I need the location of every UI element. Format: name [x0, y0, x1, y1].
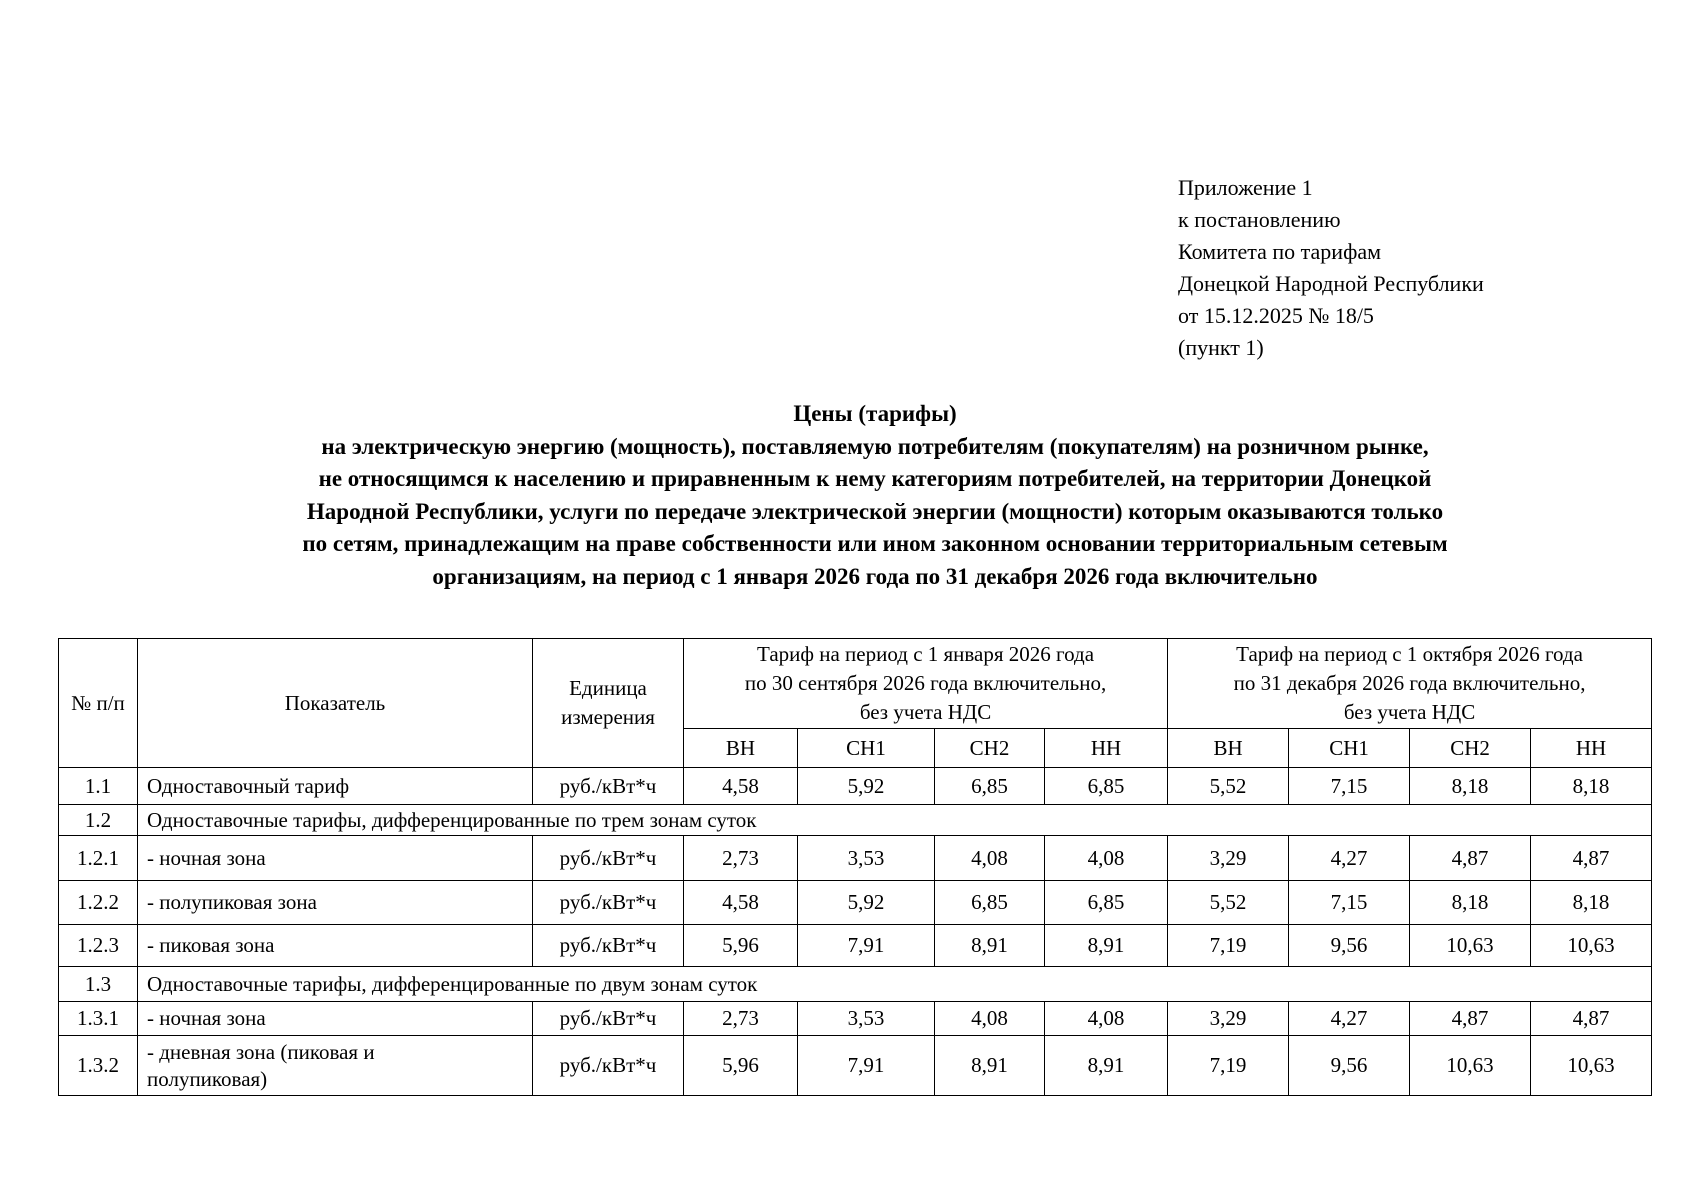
period-line: без учета НДС: [859, 700, 992, 724]
period-line: Тариф на период с 1 октября 2026 года: [1236, 642, 1583, 666]
row-num: 1.2.3: [59, 925, 138, 967]
row-num: 1.2.2: [59, 881, 138, 925]
voltage-header: СН1: [798, 729, 935, 768]
row-value: 4,08: [935, 1002, 1045, 1036]
row-value: 5,52: [1168, 881, 1289, 925]
row-value: 5,92: [798, 881, 935, 925]
row-value: 4,08: [1045, 1002, 1168, 1036]
row-unit: руб./кВт*ч: [533, 1002, 684, 1036]
row-unit: руб./кВт*ч: [533, 881, 684, 925]
row-name-line: полупиковая): [147, 1066, 268, 1091]
row-value: 4,87: [1410, 1002, 1531, 1036]
row-value: 7,19: [1168, 1036, 1289, 1096]
row-unit: руб./кВт*ч: [533, 836, 684, 881]
row-value: 8,18: [1531, 768, 1652, 805]
row-value: 9,56: [1289, 925, 1410, 967]
row-value: 8,91: [1045, 1036, 1168, 1096]
table-section-row: [59, 967, 1652, 1002]
header-unit-line: Единица: [569, 676, 647, 700]
row-value: 10,63: [1531, 925, 1652, 967]
row-unit: руб./кВт*ч: [533, 925, 684, 967]
row-value: 4,27: [1289, 836, 1410, 881]
voltage-header: СН2: [935, 729, 1045, 768]
row-value: 4,87: [1531, 1002, 1652, 1036]
row-value: 4,87: [1531, 836, 1652, 881]
annex-line: к постановлению: [1178, 207, 1341, 232]
row-value: 8,91: [935, 1036, 1045, 1096]
row-name: - полупиковая зона: [138, 881, 533, 925]
voltage-header: ВН: [684, 729, 798, 768]
row-num: 1.3.2: [59, 1036, 138, 1096]
row-value: 2,73: [684, 1002, 798, 1036]
row-value: 10,63: [1531, 1036, 1652, 1096]
period-line: по 30 сентября 2026 года включительно,: [744, 671, 1107, 695]
row-num: 1.2.1: [59, 836, 138, 881]
row-value: 5,96: [684, 1036, 798, 1096]
annex-line: Приложение 1: [1178, 175, 1313, 200]
row-value: 3,53: [798, 1002, 935, 1036]
row-value: 5,92: [798, 768, 935, 805]
row-value: 8,18: [1531, 881, 1652, 925]
section-name: Одноставочные тарифы, дифференцированные по трем зонам суток: [138, 805, 1652, 836]
period-line: по 31 декабря 2026 года включительно,: [1233, 671, 1586, 695]
row-name: - пиковая зона: [138, 925, 533, 967]
row-name: - ночная зона: [138, 1002, 533, 1036]
row-value: 4,08: [1045, 836, 1168, 881]
row-value: 7,15: [1289, 768, 1410, 805]
row-value: 3,29: [1168, 1002, 1289, 1036]
row-num: 1.3: [59, 967, 138, 1002]
header-unit-line: измерения: [561, 705, 655, 729]
table-row: [59, 768, 1652, 805]
voltage-header: СН1: [1289, 729, 1410, 768]
row-value: 7,19: [1168, 925, 1289, 967]
row-name: [138, 1036, 533, 1096]
section-name: Одноставочные тарифы, дифференцированные по двум зонам суток: [138, 967, 1652, 1002]
row-value: 5,52: [1168, 768, 1289, 805]
period-line: Тариф на период с 1 января 2026 года: [757, 642, 1095, 666]
row-value: 8,91: [1045, 925, 1168, 967]
table-row: [59, 925, 1652, 967]
row-num: 1.2: [59, 805, 138, 836]
title-line: по сетям, принадлежащим на праве собственности или ином законном основании территориальным сетевым: [302, 531, 1448, 556]
row-value: 4,58: [684, 881, 798, 925]
row-unit: руб./кВт*ч: [533, 768, 684, 805]
table-row: [59, 1036, 1652, 1096]
row-num: 1.3.1: [59, 1002, 138, 1036]
row-value: 4,87: [1410, 836, 1531, 881]
row-value: 6,85: [1045, 768, 1168, 805]
period-line: без учета НДС: [1343, 700, 1476, 724]
row-value: 9,56: [1289, 1036, 1410, 1096]
row-unit: руб./кВт*ч: [533, 1036, 684, 1096]
voltage-header: НН: [1045, 729, 1168, 768]
row-value: 6,85: [935, 768, 1045, 805]
annex-line: от 15.12.2025 № 18/5: [1178, 303, 1374, 328]
row-name: Одноставочный тариф: [138, 768, 533, 805]
annex-line: Комитета по тарифам: [1178, 239, 1382, 264]
document-title: [160, 398, 1590, 593]
row-value: 3,29: [1168, 836, 1289, 881]
row-name-line: - дневная зона (пиковая и: [147, 1039, 375, 1064]
row-num: 1.1: [59, 768, 138, 805]
title-line: Цены (тарифы): [793, 401, 957, 426]
row-value: 3,53: [798, 836, 935, 881]
voltage-header: НН: [1531, 729, 1652, 768]
title-line: организациям, на период с 1 января 2026 года по 31 декабря 2026 года включительно: [432, 563, 1318, 589]
header-num: № п/п: [59, 639, 138, 768]
row-value: 8,91: [935, 925, 1045, 967]
row-value: 6,85: [1045, 881, 1168, 925]
row-value: 7,91: [798, 925, 935, 967]
row-value: 10,63: [1410, 1036, 1531, 1096]
title-line: Народной Республики, услуги по передаче электрической энергии (мощности) которым оказываются только: [306, 498, 1444, 524]
table-section-row: [59, 805, 1652, 836]
row-value: 4,08: [935, 836, 1045, 881]
annex-line: (пункт 1): [1178, 335, 1264, 360]
header-indicator: Показатель: [138, 639, 533, 768]
table-row: [59, 881, 1652, 925]
row-value: 8,18: [1410, 768, 1531, 805]
row-name: - ночная зона: [138, 836, 533, 881]
voltage-header: ВН: [1168, 729, 1289, 768]
row-value: 10,63: [1410, 925, 1531, 967]
row-value: 7,91: [798, 1036, 935, 1096]
annex-line: Донецкой Народной Республики: [1178, 271, 1484, 296]
table-header-row: [59, 639, 1652, 729]
row-value: 6,85: [935, 881, 1045, 925]
annex-reference: [1178, 172, 1484, 364]
title-line: на электрическую энергию (мощность), поставляемую потребителям (покупателям) на розничном рынке,: [321, 433, 1429, 459]
table-row: [59, 1002, 1652, 1036]
row-value: 4,58: [684, 768, 798, 805]
header-period-2: [1168, 639, 1652, 729]
header-period-1: [684, 639, 1168, 729]
row-value: 4,27: [1289, 1002, 1410, 1036]
row-value: 8,18: [1410, 881, 1531, 925]
title-line: не относящимся к населению и приравненным к нему категориям потребителей, на территории Донецкой: [318, 466, 1432, 491]
header-unit: [533, 639, 684, 768]
row-value: 7,15: [1289, 881, 1410, 925]
row-value: 2,73: [684, 836, 798, 881]
tariff-table: [58, 638, 1652, 1096]
voltage-header: СН2: [1410, 729, 1531, 768]
row-value: 5,96: [684, 925, 798, 967]
table-row: [59, 836, 1652, 881]
